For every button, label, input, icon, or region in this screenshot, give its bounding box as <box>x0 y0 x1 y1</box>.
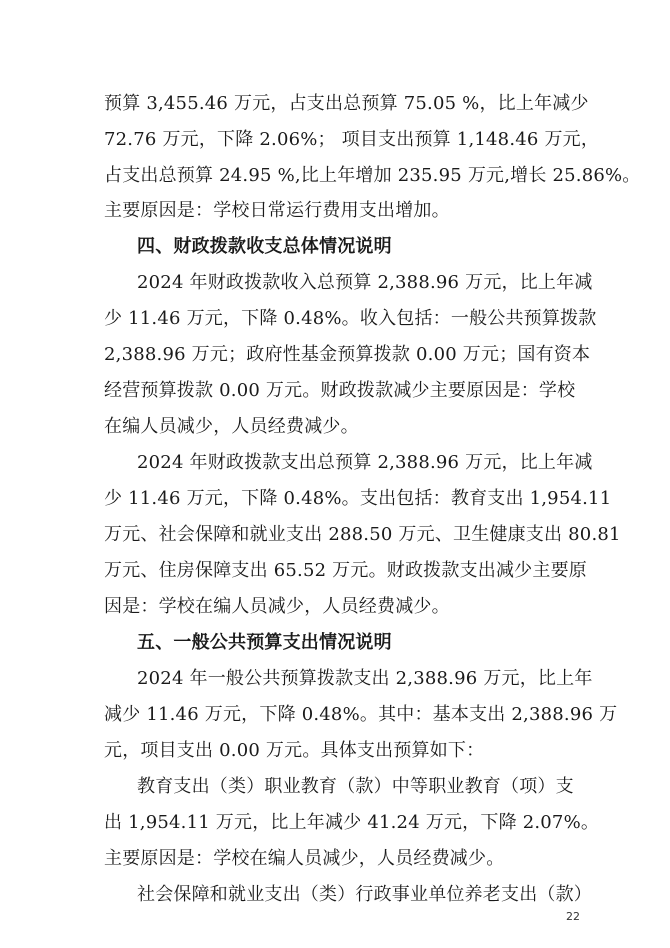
text-line-9: 经营预算拨款 0.00 万元。财政拨款减少主要原因是：学校 <box>104 380 576 401</box>
text-line-22: 主要原因是：学校在编人员减少，人员经费减少。 <box>104 848 505 869</box>
text-line-12: 少 11.46 万元，下降 0.48%。支出包括：教育支出 1,954.11 <box>104 488 612 509</box>
section-heading-5: 五、一般公共预算支出情况说明 <box>137 632 392 653</box>
text-line-23: 社会保障和就业支出（类）行政事业单位养老支出（款） <box>137 884 592 905</box>
page-number: 22 <box>566 910 580 923</box>
text-line-17: 2024 年一般公共预算拨款支出 2,388.96 万元，比上年 <box>137 668 593 689</box>
text-line-13: 万元、社会保障和就业支出 288.50 万元、卫生健康支出 80.81 <box>104 524 621 545</box>
text-line-6: 2024 年财政拨款收入总预算 2,388.96 万元，比上年减 <box>137 272 593 293</box>
text-line-4: 主要原因是：学校日常运行费用支出增加。 <box>104 200 450 221</box>
text-line-7: 少 11.46 万元，下降 0.48%。收入包括：一般公共预算拨款 <box>104 308 597 329</box>
text-line-2: 72.76 万元，下降 2.06%； 项目支出预算 1,148.46 万元， <box>104 129 600 150</box>
text-line-14: 万元、住房保障支出 65.52 万元。财政拨款支出减少主要原 <box>104 560 587 581</box>
text-line-15: 因是：学校在编人员减少，人员经费减少。 <box>104 596 450 617</box>
text-line-18: 减少 11.46 万元，下降 0.48%。其中：基本支出 2,388.96 万 <box>104 704 618 725</box>
text-line-21: 出 1,954.11 万元，比上年减少 41.24 万元，下降 2.07%。 <box>104 812 600 833</box>
text-line-3: 占支出总预算 24.95 %,比上年增加 235.95 万元,增长 25.86%。 <box>104 165 641 186</box>
text-line-8: 2,388.96 万元；政府性基金预算拨款 0.00 万元；国有资本 <box>104 344 591 365</box>
section-heading-4: 四、财政拨款收支总体情况说明 <box>137 236 392 257</box>
text-line-19: 元，项目支出 0.00 万元。具体支出预算如下： <box>104 740 485 761</box>
text-line-1: 预算 3,455.46 万元，占支出总预算 75.05 %，比上年减少 <box>104 93 589 114</box>
text-line-11: 2024 年财政拨款支出总预算 2,388.96 万元，比上年减 <box>137 452 593 473</box>
text-line-10: 在编人员减少，人员经费减少。 <box>104 416 359 437</box>
text-line-20: 教育支出（类）职业教育（款）中等职业教育（项）支 <box>137 776 574 797</box>
